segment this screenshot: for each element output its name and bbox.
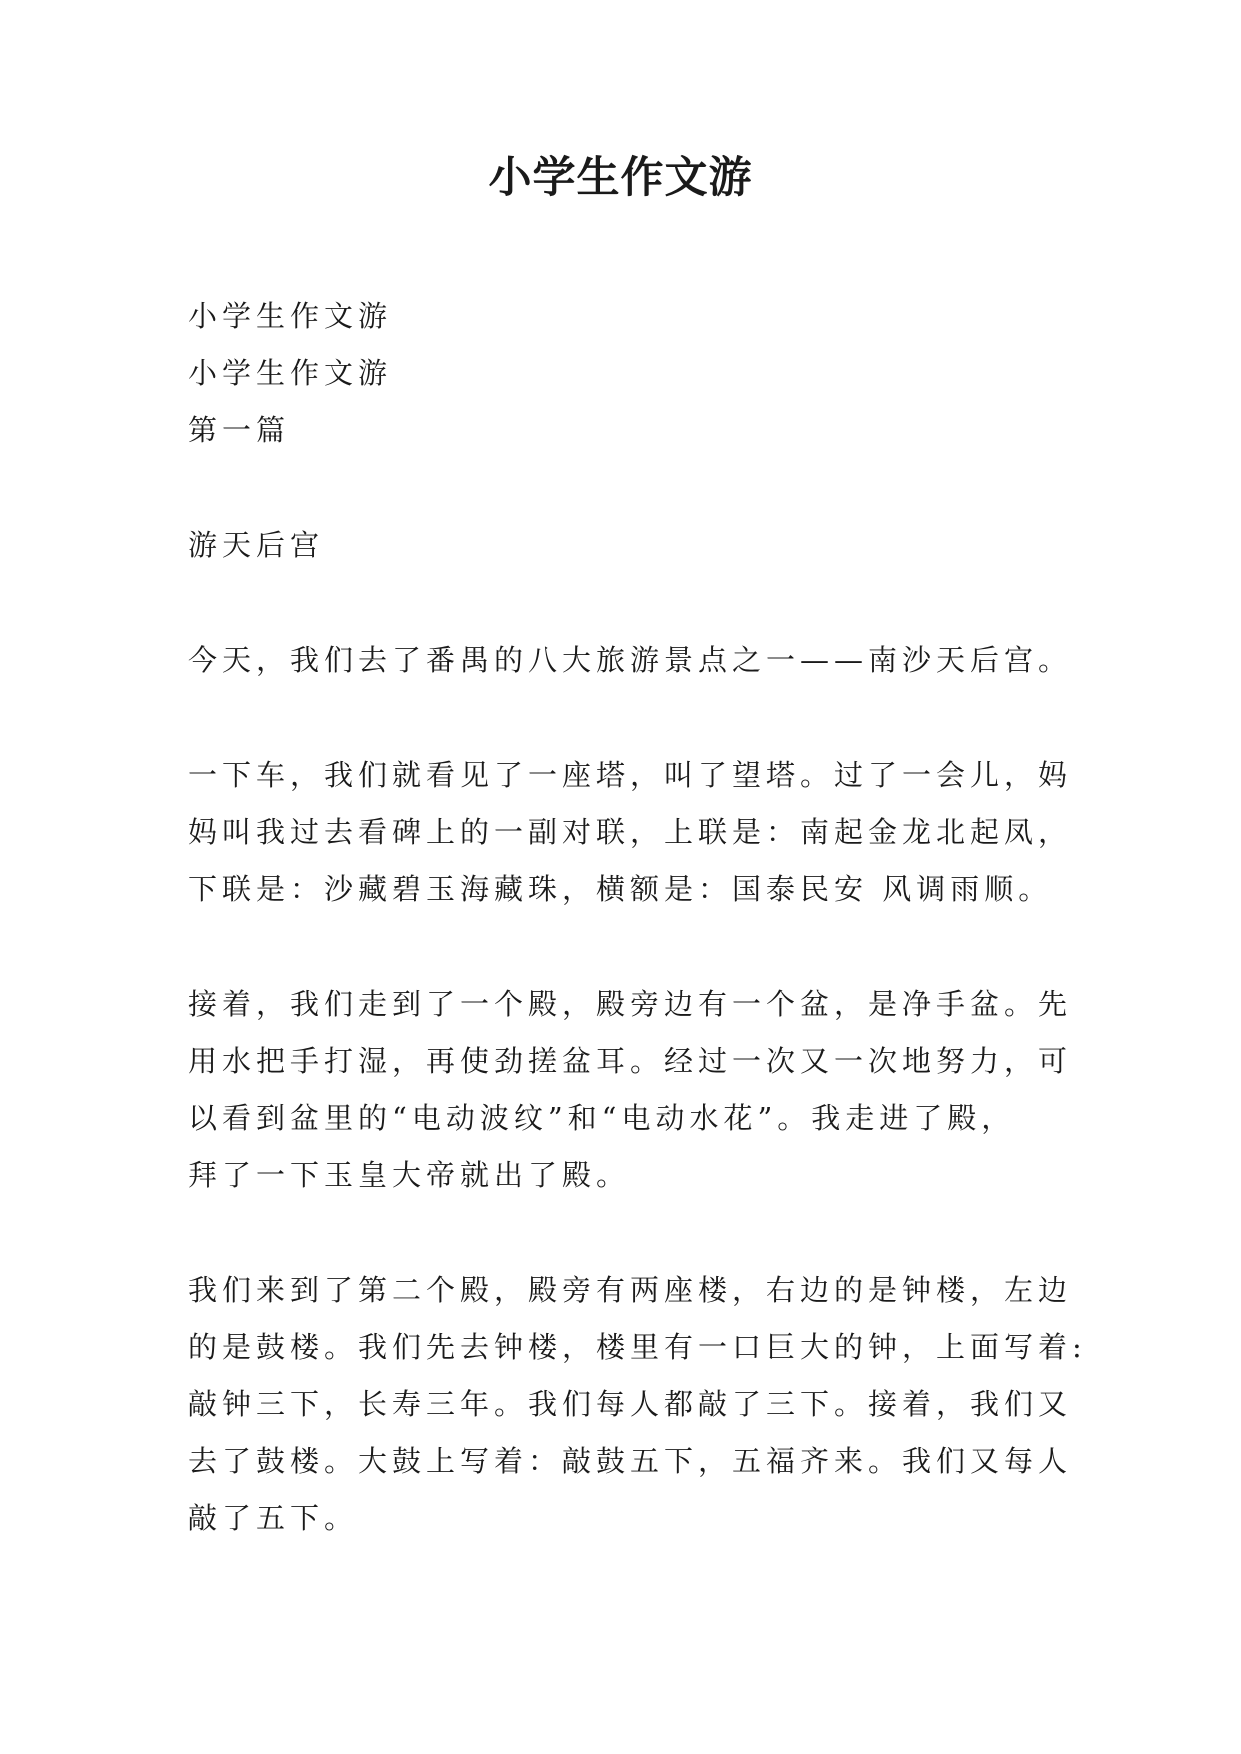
- paragraph-spacer: [188, 689, 1088, 747]
- document-body: [188, 288, 1088, 1547]
- paragraph-line: 妈叫我过去看碑上的一副对联，上联是：南起金龙北起凤，: [188, 815, 1073, 849]
- paragraph-line: 一下车，我们就看见了一座塔，叫了望塔。过了一会儿，妈: [188, 758, 1073, 792]
- paragraph: [188, 976, 1088, 1204]
- paragraph-line: 我们来到了第二个殿，殿旁有两座楼，右边的是钟楼，左边: [188, 1273, 1073, 1307]
- paragraph-line: 今天，我们去了番禺的八大旅游景点之一——南沙天后宫。: [188, 643, 1073, 677]
- header-line: 小学生作文游: [188, 356, 393, 390]
- paragraph-line: 去了鼓楼。大鼓上写着：敲鼓五下，五福齐来。我们又每人: [188, 1444, 1073, 1478]
- paragraph: [188, 747, 1088, 918]
- paragraph-spacer: [188, 574, 1088, 632]
- essay-subtitle: 游天后宫: [188, 528, 325, 562]
- header-line: 第一篇: [188, 413, 291, 447]
- paragraph-line: 下联是：沙藏碧玉海藏珠，横额是：国泰民安 风调雨顺。: [188, 872, 1053, 906]
- paragraph-spacer: [188, 459, 1088, 517]
- paragraph-spacer: [188, 918, 1088, 976]
- paragraph-line: 用水把手打湿，再使劲搓盆耳。经过一次又一次地努力，可: [188, 1044, 1073, 1078]
- paragraph-line: 敲钟三下，长寿三年。我们每人都敲了三下。接着，我们又: [188, 1387, 1073, 1421]
- paragraph-spacer: [188, 1204, 1088, 1262]
- paragraph: [188, 632, 1088, 689]
- paragraph-line: 接着，我们走到了一个殿，殿旁边有一个盆，是净手盆。先: [188, 987, 1073, 1021]
- document-title: 小学生作文游: [488, 153, 753, 203]
- header-line: 小学生作文游: [188, 299, 393, 333]
- paragraph-line: 拜了一下玉皇大帝就出了殿。: [188, 1158, 631, 1192]
- paragraph-line: 的是鼓楼。我们先去钟楼，楼里有一口巨大的钟，上面写着:: [188, 1330, 1087, 1364]
- paragraph-line: 敲了五下。: [188, 1501, 359, 1535]
- paragraph: [188, 1262, 1088, 1547]
- paragraph-line: 以看到盆里的“电动波纹”和“电动水花”。我走进了殿，: [188, 1101, 1016, 1135]
